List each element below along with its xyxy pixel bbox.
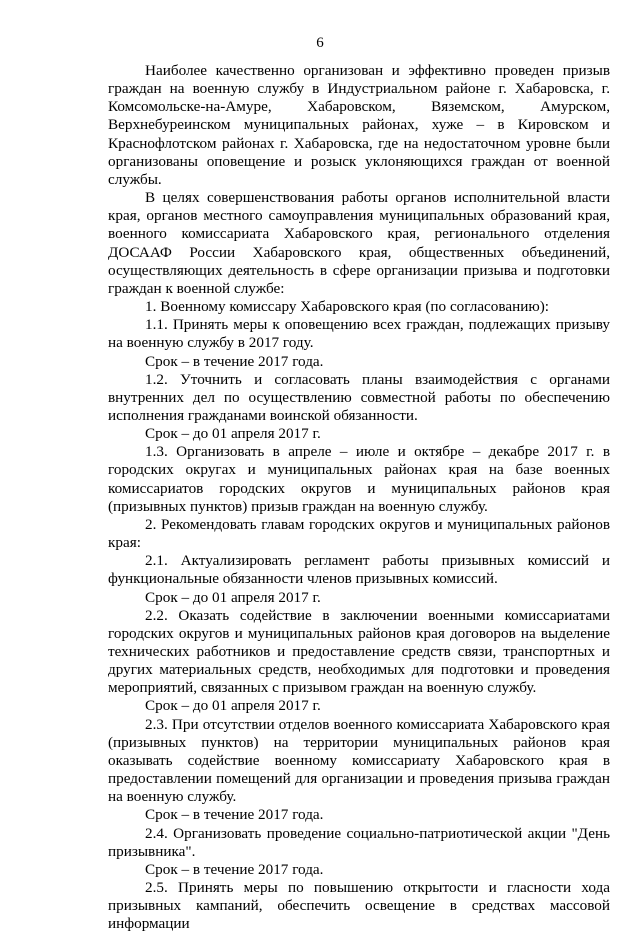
item-2-2: 2.2. Оказать содействие в заключении военными комиссариатами городских округов и муниципальных районов края договоров на выделение технических работников и предоставление средств связи, транспортных и других материальных средств, необходимых для подготовки и проведения мероприятий, связанных с призывом граждан на военную службу. xyxy=(108,606,610,697)
page-number: 6 xyxy=(316,35,324,51)
item-2-1: 2.1. Актуализировать регламент работы призывных комиссий и функциональные обязанности членов призывных комиссий. xyxy=(108,552,610,588)
paragraph-conscription-results: Наиболее качественно организован и эффективно проведен призыв граждан на военную службу в Индустриальном районе г. Хабаровска, г. Комсомольске-на-Амуре, Хабаровском, Вяземском, Амурском, Верхнебуреинском муниципальных районах, хуже – в Кировском и Краснофлотском районах г. Хабаровска, где на недостаточном уровне были организованы оповещение и розыск уклоняющихся граждан от военной службы. xyxy=(108,62,610,188)
paragraph-improvement-intro: В целях совершенствования работы органов исполнительной власти края, органов местного самоуправления муниципальных образований края, военного комиссариата Хабаровского края, регионального отделения ДОСААФ России Хабаровского края, общественных объединений, осуществляющих деятельность в сфере организации призыва и подготовки граждан к военной службе: xyxy=(108,189,610,297)
item-2-4: 2.4. Организовать проведение социально-патриотической акции "День призывника". xyxy=(108,824,610,860)
item-1-1: 1.1. Принять меры к оповещению всех граждан, подлежащих призыву на военную службу в 2017 году. xyxy=(108,316,610,352)
deadline-2-1: Срок – до 01 апреля 2017 г. xyxy=(145,588,321,606)
deadline-1-2: Срок – до 01 апреля 2017 г. xyxy=(145,425,321,443)
deadline-2-2: Срок – до 01 апреля 2017 г. xyxy=(145,697,321,715)
item-1-military-commissar: 1. Военному комиссару Хабаровского края (по согласованию): xyxy=(145,298,549,316)
item-1-2: 1.2. Уточнить и согласовать планы взаимодействия с органами внутренних дел по осуществлению совместной работы по обеспечению исполнения гражданами воинской обязанности. xyxy=(108,370,610,424)
item-1-3: 1.3. Организовать в апреле – июле и октябре – декабре 2017 г. в городских округах и муниципальных районах края на базе военных комиссариатов городских округов и муниципальных районов края (призывных пунктов) призыв граждан на военную службу. xyxy=(108,443,610,515)
item-2-recommend-heads: 2. Рекомендовать главам городских округов и муниципальных районов края: xyxy=(108,515,610,552)
deadline-2-3: Срок – в течение 2017 года. xyxy=(145,806,324,824)
document-body xyxy=(108,62,610,934)
item-2-5: 2.5. Принять меры по повышению открытости и гласности хода призывных кампаний, обеспечить освещение в средствах массовой информации xyxy=(108,879,610,933)
deadline-1-1: Срок – в течение 2017 года. xyxy=(145,352,324,370)
item-2-3: 2.3. При отсутствии отделов военного комиссариата Хабаровского края (призывных пунктов) на территории муниципальных районов края оказывать содействие военному комиссариату Хабаровского края в предоставлении помещений для организации и проведения призыва граждан на военную службу. xyxy=(108,715,610,806)
deadline-2-4: Срок – в течение 2017 года. xyxy=(145,860,324,878)
